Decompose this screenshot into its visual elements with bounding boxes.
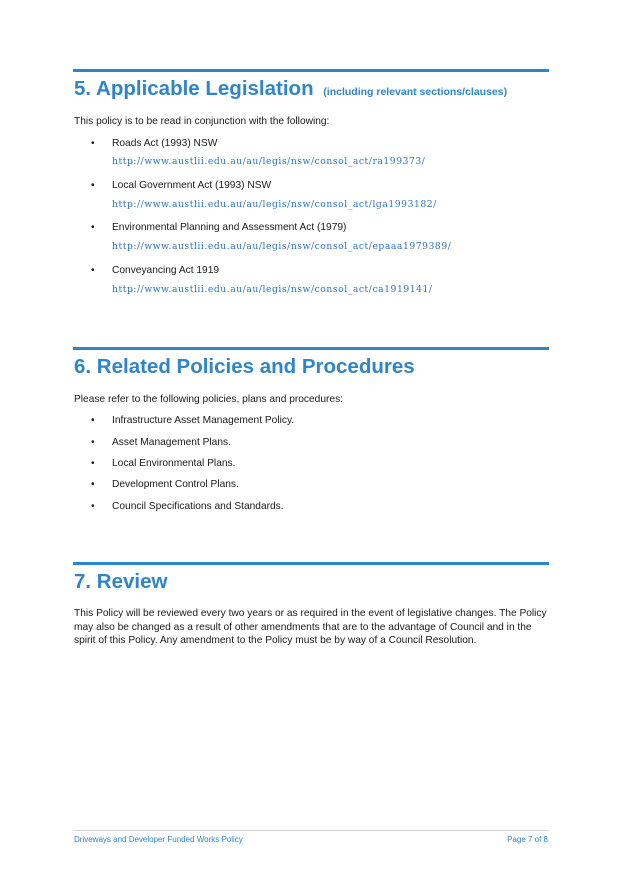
bullet-icon: • <box>91 479 95 490</box>
legislation-link[interactable]: http://www.austlii.edu.au/au/legis/nsw/consol_act/lga1993182/ <box>112 199 437 210</box>
policy-item: Local Environmental Plans. <box>112 458 236 469</box>
legislation-label: Roads Act (1993) NSW <box>112 138 218 149</box>
section-5-heading <box>74 77 507 104</box>
legislation-label: Local Government Act (1993) NSW <box>112 180 272 191</box>
bullet-icon: • <box>91 138 95 149</box>
bullet-icon: • <box>91 265 95 276</box>
legislation-link[interactable]: http://www.austlii.edu.au/au/legis/nsw/consol_act/epaaa1979389/ <box>112 241 452 252</box>
bullet-icon: • <box>91 458 95 469</box>
section-5-subtitle: (including relevant sections/clauses) <box>323 86 508 98</box>
policy-item: Asset Management Plans. <box>112 437 231 448</box>
section-6-intro: Please refer to the following policies, plans and procedures: <box>74 394 343 405</box>
footer-rule <box>73 830 549 831</box>
section-7-rule <box>73 562 549 565</box>
section-6-rule <box>73 347 549 350</box>
section-5-title: 5. Applicable Legislation <box>74 77 314 100</box>
section-7-body: This Policy will be reviewed every two years or as required in the event of legislative changes. The Policy may also be changed as a result of other amendments that are to the advantage of Council and in the spirit of this Policy. Any amendment to the Policy must be by way of a Council Resolution. <box>74 608 547 646</box>
bullet-icon: • <box>91 222 95 233</box>
page-number: Page 7 of 8 <box>507 835 548 844</box>
bullet-icon: • <box>91 415 95 426</box>
footer-title: Driveways and Developer Funded Works Policy <box>74 835 243 844</box>
legislation-link[interactable]: http://www.austlii.edu.au/au/legis/nsw/consol_act/ca1919141/ <box>112 284 433 295</box>
policy-item: Council Specifications and Standards. <box>112 501 284 512</box>
legislation-link[interactable]: http://www.austlii.edu.au/au/legis/nsw/consol_act/ra199373/ <box>112 156 426 167</box>
legislation-label: Environmental Planning and Assessment Act (1979) <box>112 222 347 233</box>
section-5-rule <box>73 69 549 72</box>
policy-item: Infrastructure Asset Management Policy. <box>112 415 295 426</box>
legislation-label: Conveyancing Act 1919 <box>112 265 220 276</box>
policy-item: Development Control Plans. <box>112 479 239 490</box>
bullet-icon: • <box>91 501 95 512</box>
section-6-heading: 6. Related Policies and Procedures <box>74 355 415 378</box>
section-5-intro: This policy is to be read in conjunction with the following: <box>74 116 330 127</box>
bullet-icon: • <box>91 180 95 191</box>
bullet-icon: • <box>91 437 95 448</box>
section-7-heading: 7. Review <box>74 570 168 593</box>
